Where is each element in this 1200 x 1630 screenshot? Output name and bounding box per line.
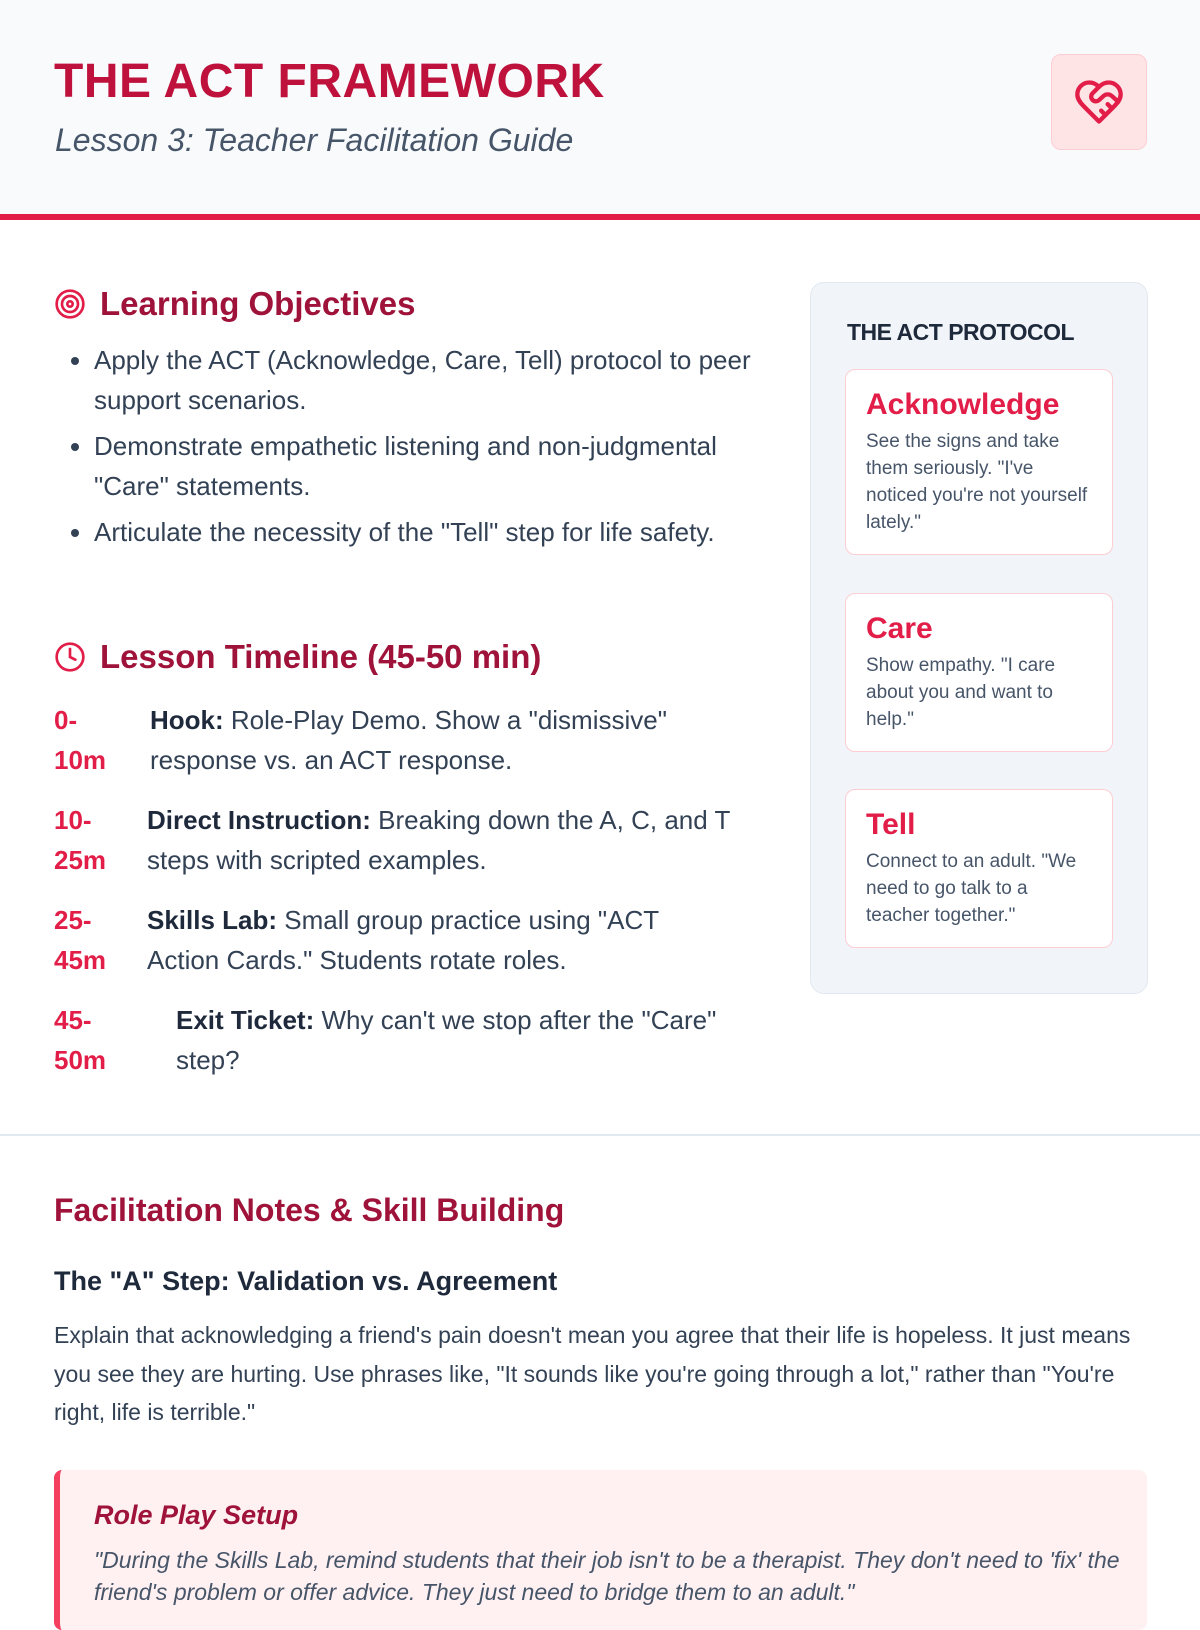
timeline-desc: Small group practice using "ACT Action Cards." Students rotate roles. — [147, 905, 659, 975]
timeline-time — [54, 900, 124, 980]
notes-heading: Facilitation Notes & Skill Building — [54, 1192, 565, 1228]
timeline-time — [54, 1000, 124, 1080]
objectives-heading — [54, 285, 415, 323]
act-card-care — [845, 593, 1113, 752]
time-start: 45- — [54, 1005, 92, 1035]
act-card-title: Care — [866, 612, 933, 645]
page-subtitle: Lesson 3: Teacher Facilitation Guide — [55, 122, 574, 158]
timeline-desc: Why can't we stop after the "Care" step? — [176, 1005, 717, 1075]
time-end: 25m — [54, 845, 107, 875]
step-body: Explain that acknowledging a friend's pain doesn't mean you agree that their life is hopeless. It just means you see they are hurting. Use phrases like, "It sounds like you're going through a lot," rather than "You're right, life is terrible." — [54, 1322, 1131, 1425]
timeline-desc: Role-Play Demo. Show a "dismissive" response vs. an ACT response. — [150, 705, 667, 775]
act-card-text: Connect to an adult. "We need to go talk to a teacher together." — [866, 851, 1077, 926]
timeline-heading-text: Lesson Timeline (45-50 min) — [100, 638, 542, 675]
target-icon — [54, 288, 86, 320]
objective-item: • Articulate the necessity of the "Tell" step for life safety. — [94, 512, 774, 552]
callout-body: "During the Skills Lab, remind students that their job isn't to be a therapist. They don't need to 'fix' the friend's problem or offer advice. They just need to bridge them to an adult." — [94, 1547, 1120, 1605]
role-play-callout — [54, 1470, 1147, 1630]
time-end: 10m — [54, 745, 107, 775]
heart-handshake-icon — [1051, 54, 1147, 150]
time-end: 50m — [54, 1045, 107, 1075]
timeline-label: Skills Lab: — [147, 905, 278, 935]
objectives-heading-text: Learning Objectives — [100, 285, 416, 322]
callout-title: Role Play Setup — [94, 1500, 299, 1530]
act-card-acknowledge — [845, 369, 1113, 555]
timeline-time — [54, 700, 124, 780]
timeline-desc: Breaking down the A, C, and T steps with scripted examples. — [147, 805, 730, 875]
act-protocol-sidebar — [810, 282, 1148, 994]
sidebar-title: THE ACT PROTOCOL — [847, 319, 1075, 345]
time-start: 10- — [54, 805, 92, 835]
act-card-tell — [845, 789, 1113, 948]
section-divider — [0, 1134, 1200, 1136]
timeline-text — [147, 800, 787, 880]
act-card-text: See the signs and take them seriously. "I've noticed you're not yourself lately." — [866, 431, 1088, 533]
act-card-title: Tell — [866, 808, 916, 841]
act-card-text: Show empathy. "I care about you and want to help." — [866, 655, 1056, 730]
clock-icon — [54, 641, 86, 673]
page-header — [0, 0, 1200, 220]
step-title: The "A" Step: Validation vs. Agreement — [54, 1266, 558, 1296]
act-card-title: Acknowledge — [866, 388, 1060, 421]
time-end: 45m — [54, 945, 107, 975]
timeline-label: Direct Instruction: — [147, 805, 371, 835]
objectives-list — [54, 340, 774, 558]
timeline-text — [176, 1000, 776, 1080]
time-start: 0- — [54, 705, 78, 735]
timeline-time — [54, 800, 124, 880]
timeline-heading — [54, 638, 541, 676]
timeline-label: Exit Ticket: — [176, 1005, 315, 1035]
page-title: THE ACT FRAMEWORK — [54, 55, 605, 108]
timeline-text — [147, 900, 727, 980]
objective-item: • Apply the ACT (Acknowledge, Care, Tell) protocol to peer support scenarios. — [94, 340, 774, 420]
timeline-label: Hook: — [150, 705, 224, 735]
timeline-text — [150, 700, 730, 780]
time-start: 25- — [54, 905, 92, 935]
objective-item: • Demonstrate empathetic listening and non-judgmental "Care" statements. — [94, 426, 774, 506]
